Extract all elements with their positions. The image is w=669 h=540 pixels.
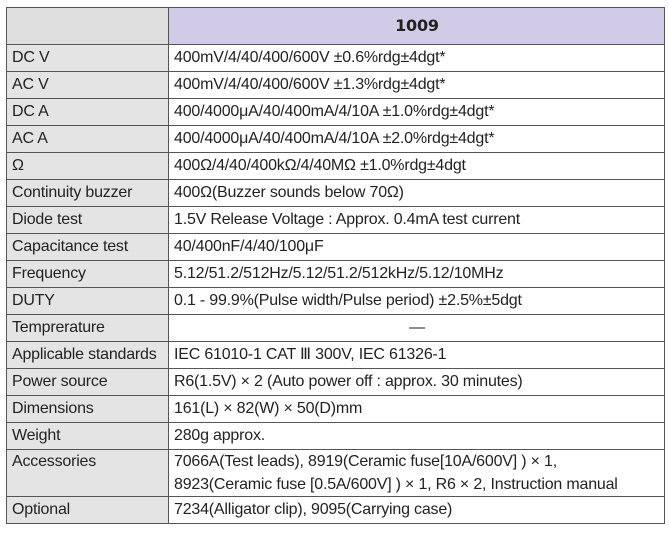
spec-row-temperature: [7, 315, 665, 342]
spec-value: —: [169, 315, 665, 342]
spec-row-standards: [7, 342, 665, 369]
spec-row-duty: [7, 288, 665, 315]
spec-value: 400/4000μA/40/400mA/4/10A ±1.0%rdg±4dgt*: [169, 99, 665, 126]
spec-value: 161(L) × 82(W) × 50(D)mm: [169, 396, 665, 423]
spec-value: 5.12/51.2/512Hz/5.12/51.2/512kHz/5.12/10MHz: [169, 261, 665, 288]
spec-label: AC V: [7, 72, 169, 99]
spec-row-accessories: [7, 450, 665, 497]
spec-table: [6, 7, 665, 524]
spec-label: Weight: [7, 423, 169, 450]
spec-label: DC A: [7, 99, 169, 126]
spec-row-ac-a: [7, 126, 665, 153]
spec-row-power: [7, 369, 665, 396]
spec-label: Power source: [7, 369, 169, 396]
spec-label: Diode test: [7, 207, 169, 234]
spec-value: 1.5V Release Voltage : Approx. 0.4mA test current: [169, 207, 665, 234]
spec-row-dc-v: [7, 45, 665, 72]
spec-value: 40/400nF/4/40/100μF: [169, 234, 665, 261]
spec-value-line: 8923(Ceramic fuse [0.5A/600V] ) × 1, R6 × 2, Instruction manual: [174, 476, 618, 493]
header-row: [7, 8, 665, 45]
spec-value: 280g approx.: [169, 423, 665, 450]
spec-label: DC V: [7, 45, 169, 72]
spec-row-frequency: [7, 261, 665, 288]
spec-row-optional: [7, 497, 665, 524]
spec-value: 400Ω(Buzzer sounds below 70Ω): [169, 180, 665, 207]
header-corner-cell: [7, 8, 169, 45]
spec-label: Frequency: [7, 261, 169, 288]
spec-row-dc-a: [7, 99, 665, 126]
spec-value: 400mV/4/40/400/600V ±1.3%rdg±4dgt*: [169, 72, 665, 99]
spec-label: Temprerature: [7, 315, 169, 342]
spec-label: DUTY: [7, 288, 169, 315]
model-number-header: 1009: [169, 8, 665, 45]
spec-label: Ω: [7, 153, 169, 180]
spec-row-resistance: [7, 153, 665, 180]
spec-row-weight: [7, 423, 665, 450]
spec-row-dimensions: [7, 396, 665, 423]
spec-value: 7234(Alligator clip), 9095(Carrying case): [169, 497, 665, 524]
spec-value: 400mV/4/40/400/600V ±0.6%rdg±4dgt*: [169, 45, 665, 72]
spec-label: Capacitance test: [7, 234, 169, 261]
spec-label: AC A: [7, 126, 169, 153]
spec-value: [169, 450, 665, 497]
spec-value: 400Ω/4/40/400kΩ/4/40MΩ ±1.0%rdg±4dgt: [169, 153, 665, 180]
spec-label: Dimensions: [7, 396, 169, 423]
spec-label: Applicable standards: [7, 342, 169, 369]
spec-label: Optional: [7, 497, 169, 524]
spec-row-continuity: [7, 180, 665, 207]
spec-value: R6(1.5V) × 2 (Auto power off : approx. 30 minutes): [169, 369, 665, 396]
spec-value: 0.1 - 99.9%(Pulse width/Pulse period) ±2.5%±5dgt: [169, 288, 665, 315]
spec-value: 400/4000μA/40/400mA/4/10A ±2.0%rdg±4dgt*: [169, 126, 665, 153]
spec-row-capacitance: [7, 234, 665, 261]
spec-label: Continuity buzzer: [7, 180, 169, 207]
spec-row-diode: [7, 207, 665, 234]
spec-value: IEC 61010-1 CAT Ⅲ 300V, IEC 61326-1: [169, 342, 665, 369]
spec-row-ac-v: [7, 72, 665, 99]
spec-label: Accessories: [7, 450, 169, 497]
spec-value-line: 7066A(Test leads), 8919(Ceramic fuse[10A/600V] ) × 1,: [174, 453, 557, 470]
